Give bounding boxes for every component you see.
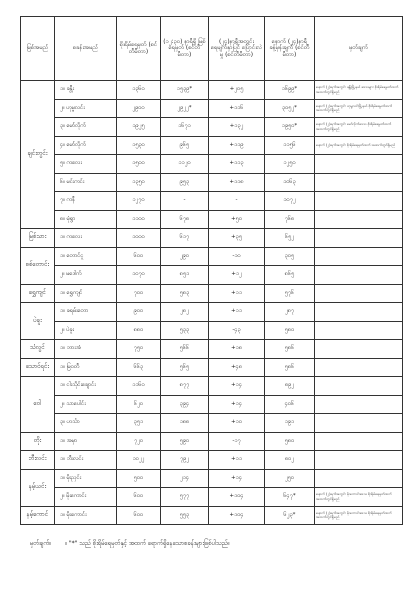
table-row bbox=[21, 395, 403, 414]
forecast-level: ၃၀၅၂* bbox=[265, 99, 315, 118]
danger-level: ၁၂၇၀ bbox=[117, 192, 161, 211]
current-level: ၁၁၂၀ bbox=[161, 155, 209, 174]
station-name: ၇။ ကနီ bbox=[55, 192, 117, 211]
station-name: ၅။ ကလေး bbox=[55, 155, 117, 174]
level-change: - bbox=[209, 192, 265, 211]
remark bbox=[315, 155, 403, 174]
remark bbox=[315, 210, 403, 229]
table-row bbox=[21, 321, 403, 340]
forecast-level: ၈၀၂ bbox=[265, 451, 315, 470]
station-name: ၁။ အမှာ bbox=[55, 432, 117, 451]
table-row bbox=[21, 451, 403, 470]
current-level: ၂၈၂ bbox=[161, 303, 209, 322]
remark bbox=[315, 303, 403, 322]
remark: နောက် (၂)ရက်အတွင်း စိုးရိမ်ရေမှတ်ထက် အထက်တွင်ရှိမည် bbox=[315, 136, 403, 155]
water-level-table bbox=[20, 16, 403, 525]
table-row bbox=[21, 469, 403, 488]
level-change: -၄၃ bbox=[209, 321, 265, 340]
station-name: ၁။ မိုးကောင်း bbox=[55, 506, 117, 525]
danger-level: ၁၃၅၀ bbox=[117, 173, 161, 192]
forecast-level: ၃၀၅ bbox=[265, 247, 315, 266]
river-name: သောင်ရင်း bbox=[21, 358, 55, 377]
station-name: ၂။ ဟုမ္မလင်း bbox=[55, 99, 117, 118]
remark: နောက် (၂)ရက်အတွင်း မိုးကောင်းဒေသ စိုးရိမ်ရေမှတ်ထက် အထက်တွင်ရှိမည် bbox=[315, 488, 403, 507]
table-row bbox=[21, 173, 403, 192]
river-name: နမ့်ယင်း bbox=[21, 469, 55, 506]
danger-level: ၆၀၀ bbox=[117, 247, 161, 266]
current-level: ၇၉၂ bbox=[161, 451, 209, 470]
station-name: ၂။ ပဲခူး bbox=[55, 321, 117, 340]
remark bbox=[315, 395, 403, 414]
river-name: စစ်တောင်း bbox=[21, 247, 55, 284]
table-row bbox=[21, 488, 403, 507]
forecast-level: ၆၂၃* bbox=[265, 506, 315, 525]
current-level: ၈၅၁ bbox=[161, 266, 209, 285]
forecast-level: ၆၅၂ bbox=[265, 229, 315, 248]
level-change: +၁၁ bbox=[209, 303, 265, 322]
forecast-level: ၁၀၇၂ bbox=[265, 192, 315, 211]
level-change: +၁၁၆ bbox=[209, 99, 265, 118]
station-name: ၁။ မြဝတီ bbox=[55, 358, 117, 377]
level-change: +၁၀၄ bbox=[209, 506, 265, 525]
current-level: ၁၈၈ bbox=[161, 414, 209, 433]
table-row bbox=[21, 377, 403, 396]
danger-level: ၆၆၃ bbox=[117, 358, 161, 377]
footnote-text: ။ "*" သည် စိုးရိမ်ရေမှတ်နှင့် အထက် ရောက်ရှိနေသောစခန်းများဖြစ်ပါသည်။ bbox=[65, 540, 230, 547]
current-level: ၁၆၇၁ bbox=[161, 118, 209, 137]
remark bbox=[315, 266, 403, 285]
station-name: ၆။ မင်းကင်း bbox=[55, 173, 117, 192]
header-row bbox=[21, 17, 403, 81]
danger-level: ၉၀၀ bbox=[117, 303, 161, 322]
current-level: ၁၅၃၉* bbox=[161, 81, 209, 100]
header-current-level: (၁၂:၃၀) နာရီရှိ မြစ်ရေမှတ် (စင်တီမီတာ) bbox=[161, 17, 209, 81]
forecast-level: ၂၅၀ bbox=[265, 469, 315, 488]
forecast-level: ၁၆၉၉* bbox=[265, 81, 315, 100]
remark bbox=[315, 229, 403, 248]
level-change: +၁၄ bbox=[209, 395, 265, 414]
danger-level: ၇၂၀ bbox=[117, 432, 161, 451]
level-change: +၁၃၂ bbox=[209, 118, 265, 137]
station-name: ၂။ သာပေါင်း bbox=[55, 395, 117, 414]
station-name: ၁။ ခန္တီး bbox=[55, 81, 117, 100]
forecast-level: ၁၁၅၆ bbox=[265, 136, 315, 155]
forecast-level: ၁၀၆၃ bbox=[265, 173, 315, 192]
table-row bbox=[21, 210, 403, 229]
river-name: ဝေါ bbox=[21, 377, 55, 433]
danger-level: ၇၅၀ bbox=[117, 340, 161, 359]
station-name: ၁။ ဘီးလင်း bbox=[55, 451, 117, 470]
header-forecast: နောက် (၂၄)နာရီ ခန့်မှန်းချက် (စင်တီမီတာ) bbox=[265, 17, 315, 81]
current-level: ၅၅၃ bbox=[161, 506, 209, 525]
current-level: ၅၃၃ bbox=[161, 321, 209, 340]
table-row bbox=[21, 136, 403, 155]
table-row bbox=[21, 303, 403, 322]
current-level: - bbox=[161, 192, 209, 211]
station-name: ၂။ မိုးကောင်း bbox=[55, 488, 117, 507]
forecast-level: ၇၆၈ bbox=[265, 210, 315, 229]
remark: နောက် (၂)ရက်အတွင်း မိုးကောင်းဒေသ စိုးရိမ်ရေမှတ်ထက် အထက်တွင်ရှိမည် bbox=[315, 506, 403, 525]
danger-level: ၁၃၆၀ bbox=[117, 81, 161, 100]
forecast-level: ၈၉၂ bbox=[265, 377, 315, 396]
current-level: ၅၆၆ bbox=[161, 340, 209, 359]
remark bbox=[315, 377, 403, 396]
level-change: +၃၅ bbox=[209, 229, 265, 248]
header-station: စခန်းအမည် bbox=[55, 17, 117, 81]
header-remark: မှတ်ချက် bbox=[315, 17, 403, 81]
forecast-level: ၁၉၅၀* bbox=[265, 118, 315, 137]
table-row bbox=[21, 432, 403, 451]
table-row bbox=[21, 247, 403, 266]
river-name: ချင်းတွင်း bbox=[21, 81, 55, 229]
header-river: မြစ်အမည် bbox=[21, 17, 55, 81]
danger-level: ၂၉၀၀ bbox=[117, 99, 161, 118]
danger-level: ၁၁၀၀ bbox=[117, 210, 161, 229]
water-level-sheet bbox=[20, 16, 403, 525]
table-row bbox=[21, 358, 403, 377]
table-row bbox=[21, 99, 403, 118]
river-name: တိုး bbox=[21, 432, 55, 451]
current-level: ၂၁၄ bbox=[161, 469, 209, 488]
danger-level: ၆၂၀ bbox=[117, 395, 161, 414]
station-name: ၂။ မဒေါက် bbox=[55, 266, 117, 285]
danger-level: ၆၀၀ bbox=[117, 506, 161, 525]
remark bbox=[315, 247, 403, 266]
danger-level: ၁၀၂၂ bbox=[117, 451, 161, 470]
current-level: ၅၈၃ bbox=[161, 284, 209, 303]
forecast-level: ၅၈၆ bbox=[265, 340, 315, 359]
remark bbox=[315, 432, 403, 451]
level-change: +၁၁၃ bbox=[209, 155, 265, 174]
forecast-level: ၅၈၆ bbox=[265, 358, 315, 377]
level-change: +၁၂ bbox=[209, 266, 265, 285]
remark: နောက် (၂)ရက်အတွင်း မော်လိုက်ဒေသ စိုးရိမ်ရေမှတ်ထက် အထက်တွင်ရှိမည် bbox=[315, 118, 403, 137]
header-24h-change: (၂၄)နာရီအတွင်း ရေမျက်နှာပြင် ပြောင်းလဲမှု (စင်တီမီတာ) bbox=[209, 17, 265, 81]
danger-level: ၁၅၃၀ bbox=[117, 136, 161, 155]
level-change: -၁၀ bbox=[209, 247, 265, 266]
forecast-level: ၁၉၁ bbox=[265, 414, 315, 433]
river-name: နမ့်ကောင် bbox=[21, 506, 55, 525]
station-name: ၄။ မော်လိုက် bbox=[55, 136, 117, 155]
table-row bbox=[21, 506, 403, 525]
forecast-level: ၅၇၆ bbox=[265, 284, 315, 303]
remark: နောက် (၂)ရက်အတွင်း ဟုမ္မလင်းမြို့နယ် စိုးရိမ်ရေမှတ်ထက် အထက်တွင်ရှိမည် bbox=[315, 99, 403, 118]
level-change: -၁၇ bbox=[209, 432, 265, 451]
forecast-level: ၄၀၆ bbox=[265, 395, 315, 414]
current-level: ၅၉၀ bbox=[161, 432, 209, 451]
river-name: သံလွင် bbox=[21, 340, 55, 359]
current-level: ၉၆၅ bbox=[161, 136, 209, 155]
remark bbox=[315, 284, 403, 303]
level-change: +၁၄ bbox=[209, 377, 265, 396]
footnote-label: မှတ်ချက်။ bbox=[30, 540, 52, 547]
current-level: ၆၇၈ bbox=[161, 210, 209, 229]
station-name: ၈။ မုံရွာ bbox=[55, 210, 117, 229]
remark bbox=[315, 173, 403, 192]
table-row bbox=[21, 229, 403, 248]
table-body bbox=[21, 81, 403, 525]
forecast-level: ၆၄၇* bbox=[265, 488, 315, 507]
river-name: ပဲခူး bbox=[21, 303, 55, 340]
danger-level: ၈၈၀ bbox=[117, 321, 161, 340]
station-name: ၃။ ဟင်္သာ bbox=[55, 414, 117, 433]
forecast-level: ၂၈၇ bbox=[265, 303, 315, 322]
level-change: +၁၁၈ bbox=[209, 173, 265, 192]
station-name: ၁။ ငါးသိုင်းချောင်း bbox=[55, 377, 117, 396]
danger-level: ၁၀၀၀ bbox=[117, 229, 161, 248]
level-change: +၁၀ bbox=[209, 414, 265, 433]
current-level: ၈၇၇ bbox=[161, 377, 209, 396]
danger-level: ၁၅၀၀ bbox=[117, 155, 161, 174]
level-change: +၁၀၄ bbox=[209, 488, 265, 507]
river-name: ရွှေကျင် bbox=[21, 284, 55, 303]
level-change: +၅၀ bbox=[209, 210, 265, 229]
remark bbox=[315, 469, 403, 488]
station-name: ၁။ ဘားအံ bbox=[55, 340, 117, 359]
table-row bbox=[21, 192, 403, 211]
danger-level: ၅၀၀ bbox=[117, 469, 161, 488]
current-level: ၅၆၅ bbox=[161, 358, 209, 377]
level-change: +၁၁ bbox=[209, 284, 265, 303]
table-row bbox=[21, 340, 403, 359]
table-row bbox=[21, 284, 403, 303]
table-row bbox=[21, 118, 403, 137]
station-name: ၁။ ခရမ်းတော bbox=[55, 303, 117, 322]
level-change: +၁၁ bbox=[209, 451, 265, 470]
table-row bbox=[21, 155, 403, 174]
level-change: +၁၈ bbox=[209, 340, 265, 359]
level-change: +၄၈ bbox=[209, 358, 265, 377]
danger-level: ၁၀၇၀ bbox=[117, 266, 161, 285]
remark bbox=[315, 192, 403, 211]
table-row bbox=[21, 81, 403, 100]
river-name: မြစ်သား bbox=[21, 229, 55, 248]
station-name: ၁။ ကလေး bbox=[55, 229, 117, 248]
table-row bbox=[21, 266, 403, 285]
remark: နောက် (၂)ရက်အတွင်း ခန္တီးမြို့နယ် ဒေသများ စိုးရိမ်ရေမှတ်ထက် အထက်တွင်ရှိမည် bbox=[315, 81, 403, 100]
footnote bbox=[30, 539, 230, 548]
station-name: ၃။ မော်လိုက် bbox=[55, 118, 117, 137]
forecast-level: ၁၂၅၀ bbox=[265, 155, 315, 174]
danger-level: ၆၀၀ bbox=[117, 488, 161, 507]
station-name: ၁။ မိုးညှင်း bbox=[55, 469, 117, 488]
remark bbox=[315, 414, 403, 433]
current-level: ၉၅၃ bbox=[161, 173, 209, 192]
current-level: ၃၉၄ bbox=[161, 395, 209, 414]
danger-level: ၁၉၂၅ bbox=[117, 118, 161, 137]
remark bbox=[315, 340, 403, 359]
forecast-level: ၅၈၀ bbox=[265, 321, 315, 340]
level-change: +၁၄ bbox=[209, 469, 265, 488]
current-level: ၂၉၂၂* bbox=[161, 99, 209, 118]
remark bbox=[315, 321, 403, 340]
level-change: +၂၀၅ bbox=[209, 81, 265, 100]
danger-level: ၁၁၆၀ bbox=[117, 377, 161, 396]
current-level: ၂၉၀ bbox=[161, 247, 209, 266]
level-change: +၁၁၉ bbox=[209, 136, 265, 155]
current-level: ၆၁၇ bbox=[161, 229, 209, 248]
remark bbox=[315, 358, 403, 377]
table-row bbox=[21, 414, 403, 433]
header-danger-level: စိုးရိမ်ရေမှတ် (စင်တီမီတာ) bbox=[117, 17, 161, 81]
current-level: ၅၇၇ bbox=[161, 488, 209, 507]
danger-level: ၃၅၁ bbox=[117, 414, 161, 433]
forecast-level: ၈၆၅ bbox=[265, 266, 315, 285]
river-name: ဘီးလင်း bbox=[21, 451, 55, 470]
danger-level: ၇၀၀ bbox=[117, 284, 161, 303]
forecast-level: ၅၈၀ bbox=[265, 432, 315, 451]
station-name: ၁။ တောင်ငူ bbox=[55, 247, 117, 266]
station-name: ၁။ ရွှေကျင် bbox=[55, 284, 117, 303]
remark bbox=[315, 451, 403, 470]
